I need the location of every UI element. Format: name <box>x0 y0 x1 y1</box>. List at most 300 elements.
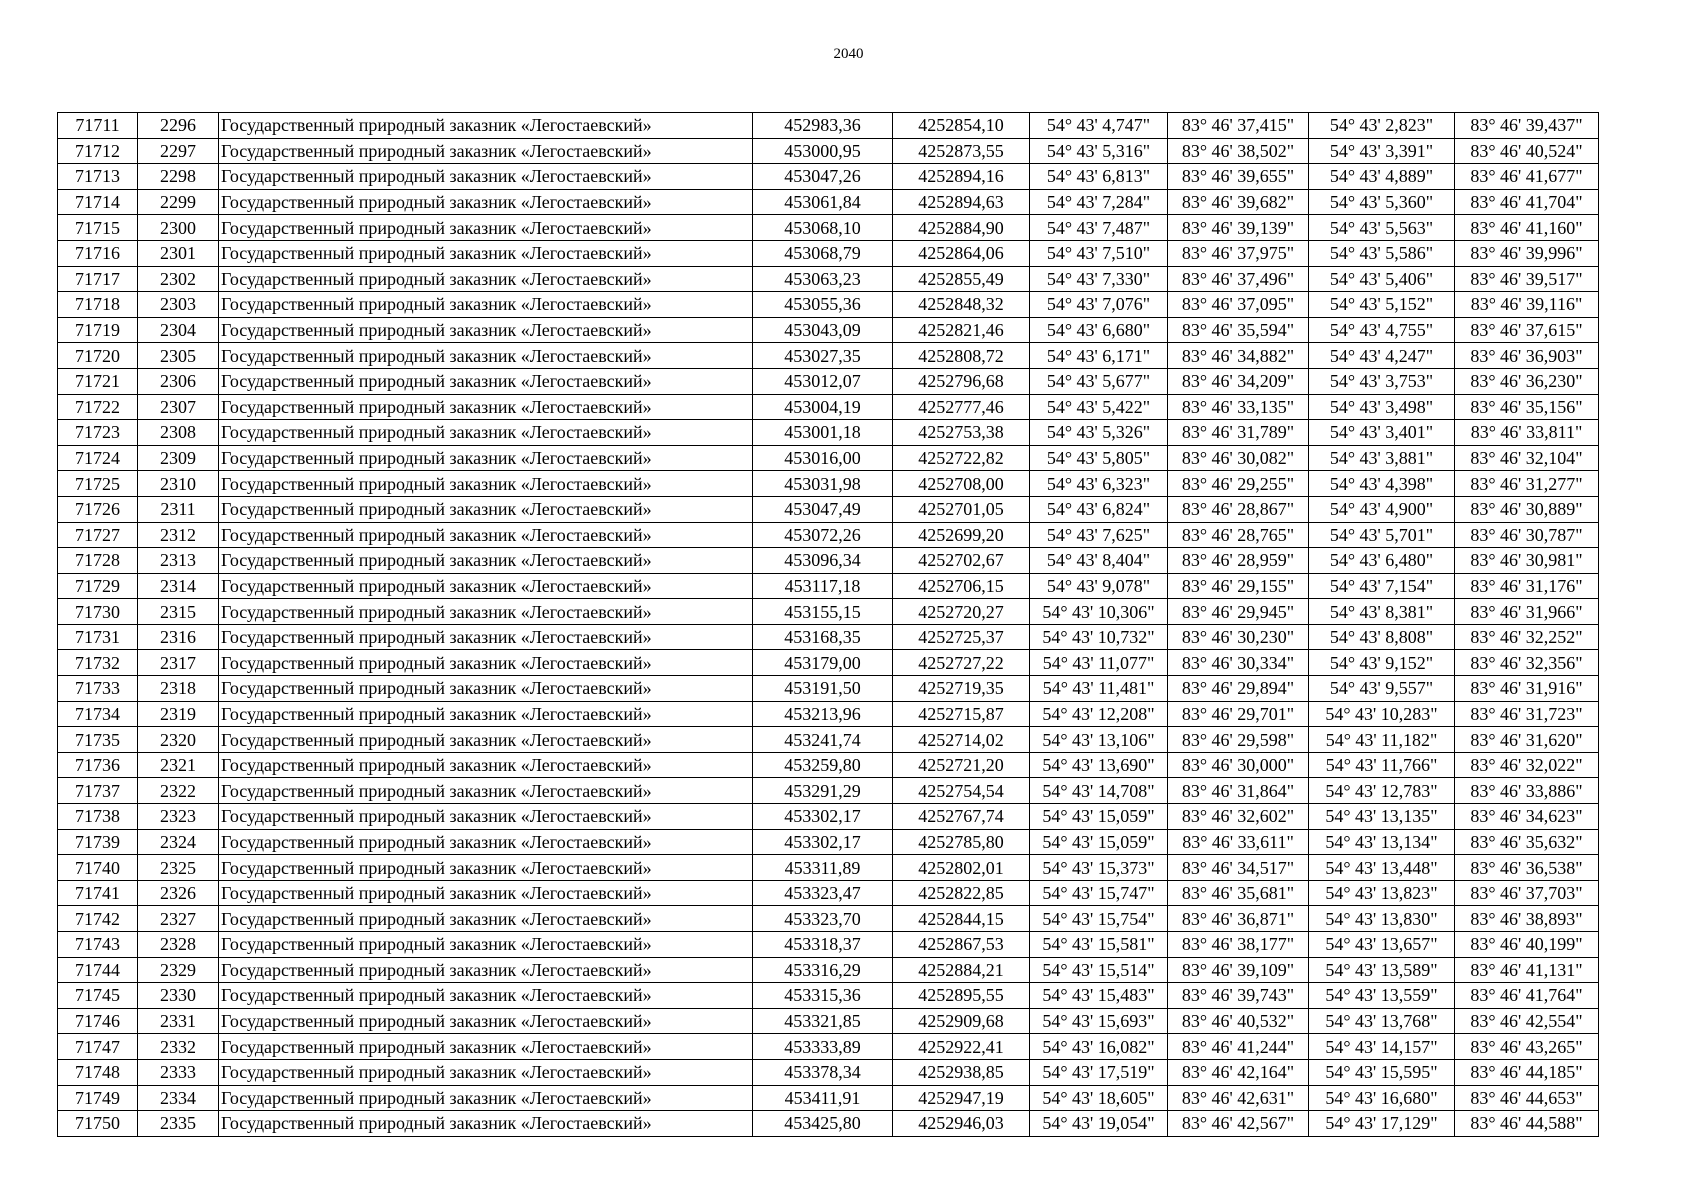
cell-row-number: 71743 <box>58 932 138 958</box>
cell-row-number: 71713 <box>58 164 138 190</box>
cell-longitude-2: 83° 46' 31,277" <box>1455 471 1599 497</box>
coordinates-table <box>57 112 1599 1137</box>
cell-coord-x: 453213,96 <box>753 701 893 727</box>
cell-coord-x: 453055,36 <box>753 292 893 318</box>
cell-longitude-1: 83° 46' 39,743" <box>1168 983 1309 1009</box>
table-row <box>58 829 1599 855</box>
cell-latitude-1: 54° 43' 10,732" <box>1030 624 1168 650</box>
cell-latitude-2: 54° 43' 3,401" <box>1309 420 1455 446</box>
cell-longitude-1: 83° 46' 37,415" <box>1168 113 1309 139</box>
cell-latitude-2: 54° 43' 12,783" <box>1309 778 1455 804</box>
cell-longitude-1: 83° 46' 40,532" <box>1168 1008 1309 1034</box>
cell-latitude-1: 54° 43' 5,422" <box>1030 394 1168 420</box>
cell-coord-y: 4252848,32 <box>893 292 1030 318</box>
cell-row-number: 71728 <box>58 548 138 574</box>
cell-coord-y: 4252821,46 <box>893 317 1030 343</box>
cell-object-name: Государственный природный заказник «Легостаевский» <box>219 804 753 830</box>
cell-object-name: Государственный природный заказник «Легостаевский» <box>219 343 753 369</box>
cell-latitude-1: 54° 43' 15,754" <box>1030 906 1168 932</box>
cell-coord-y: 4252854,10 <box>893 113 1030 139</box>
cell-coord-x: 453061,84 <box>753 189 893 215</box>
cell-object-name: Государственный природный заказник «Легостаевский» <box>219 496 753 522</box>
cell-latitude-1: 54° 43' 7,330" <box>1030 266 1168 292</box>
cell-coord-x: 453047,49 <box>753 496 893 522</box>
cell-latitude-1: 54° 43' 7,625" <box>1030 522 1168 548</box>
cell-longitude-2: 83° 46' 41,764" <box>1455 983 1599 1009</box>
table-row <box>58 496 1599 522</box>
cell-point-number: 2335 <box>138 1111 219 1137</box>
cell-coord-x: 453068,10 <box>753 215 893 241</box>
cell-longitude-1: 83° 46' 28,765" <box>1168 522 1309 548</box>
cell-latitude-2: 54° 43' 8,808" <box>1309 624 1455 650</box>
cell-longitude-1: 83° 46' 30,082" <box>1168 445 1309 471</box>
cell-longitude-2: 83° 46' 30,981" <box>1455 548 1599 574</box>
cell-point-number: 2322 <box>138 778 219 804</box>
cell-row-number: 71722 <box>58 394 138 420</box>
cell-coord-y: 4252894,63 <box>893 189 1030 215</box>
cell-latitude-2: 54° 43' 9,152" <box>1309 650 1455 676</box>
cell-object-name: Государственный природный заказник «Легостаевский» <box>219 1034 753 1060</box>
cell-coord-y: 4252808,72 <box>893 343 1030 369</box>
cell-point-number: 2331 <box>138 1008 219 1034</box>
cell-coord-x: 453004,19 <box>753 394 893 420</box>
cell-object-name: Государственный природный заказник «Легостаевский» <box>219 113 753 139</box>
cell-latitude-2: 54° 43' 4,398" <box>1309 471 1455 497</box>
cell-latitude-2: 54° 43' 4,889" <box>1309 164 1455 190</box>
cell-coord-y: 4252720,27 <box>893 599 1030 625</box>
cell-coord-x: 453302,17 <box>753 804 893 830</box>
cell-longitude-1: 83° 46' 42,567" <box>1168 1111 1309 1137</box>
cell-object-name: Государственный природный заказник «Легостаевский» <box>219 445 753 471</box>
cell-point-number: 2321 <box>138 752 219 778</box>
cell-object-name: Государственный природный заказник «Легостаевский» <box>219 880 753 906</box>
table-row <box>58 215 1599 241</box>
cell-latitude-1: 54° 43' 16,082" <box>1030 1034 1168 1060</box>
cell-longitude-2: 83° 46' 32,022" <box>1455 752 1599 778</box>
cell-latitude-1: 54° 43' 15,693" <box>1030 1008 1168 1034</box>
cell-latitude-1: 54° 43' 19,054" <box>1030 1111 1168 1137</box>
cell-object-name: Государственный природный заказник «Легостаевский» <box>219 522 753 548</box>
cell-longitude-2: 83° 46' 35,632" <box>1455 829 1599 855</box>
cell-point-number: 2296 <box>138 113 219 139</box>
cell-coord-y: 4252855,49 <box>893 266 1030 292</box>
cell-latitude-1: 54° 43' 18,605" <box>1030 1085 1168 1111</box>
cell-row-number: 71721 <box>58 368 138 394</box>
cell-coord-y: 4252702,67 <box>893 548 1030 574</box>
cell-coord-y: 4252721,20 <box>893 752 1030 778</box>
cell-coord-x: 453333,89 <box>753 1034 893 1060</box>
cell-object-name: Государственный природный заказник «Легостаевский» <box>219 676 753 702</box>
cell-point-number: 2327 <box>138 906 219 932</box>
page-number: 2040 <box>833 46 864 62</box>
cell-object-name: Государственный природный заказник «Легостаевский» <box>219 189 753 215</box>
cell-longitude-2: 83° 46' 42,554" <box>1455 1008 1599 1034</box>
cell-latitude-2: 54° 43' 3,498" <box>1309 394 1455 420</box>
cell-coord-y: 4252909,68 <box>893 1008 1030 1034</box>
cell-longitude-1: 83° 46' 34,209" <box>1168 368 1309 394</box>
table-row <box>58 855 1599 881</box>
cell-latitude-2: 54° 43' 13,768" <box>1309 1008 1455 1034</box>
cell-latitude-1: 54° 43' 8,404" <box>1030 548 1168 574</box>
cell-row-number: 71742 <box>58 906 138 932</box>
cell-row-number: 71749 <box>58 1085 138 1111</box>
cell-longitude-1: 83° 46' 29,155" <box>1168 573 1309 599</box>
cell-coord-x: 453323,47 <box>753 880 893 906</box>
cell-coord-y: 4252785,80 <box>893 829 1030 855</box>
cell-longitude-2: 83° 46' 31,916" <box>1455 676 1599 702</box>
table-row <box>58 650 1599 676</box>
cell-point-number: 2332 <box>138 1034 219 1060</box>
cell-point-number: 2324 <box>138 829 219 855</box>
cell-latitude-2: 54° 43' 13,589" <box>1309 957 1455 983</box>
cell-object-name: Государственный природный заказник «Легостаевский» <box>219 1059 753 1085</box>
cell-coord-y: 4252715,87 <box>893 701 1030 727</box>
cell-longitude-2: 83° 46' 36,230" <box>1455 368 1599 394</box>
cell-object-name: Государственный природный заказник «Легостаевский» <box>219 215 753 241</box>
table-row <box>58 727 1599 753</box>
cell-longitude-2: 83° 46' 36,903" <box>1455 343 1599 369</box>
cell-longitude-2: 83° 46' 34,623" <box>1455 804 1599 830</box>
cell-object-name: Государственный природный заказник «Легостаевский» <box>219 240 753 266</box>
table-row <box>58 113 1599 139</box>
cell-row-number: 71739 <box>58 829 138 855</box>
cell-point-number: 2316 <box>138 624 219 650</box>
cell-latitude-2: 54° 43' 5,360" <box>1309 189 1455 215</box>
cell-longitude-2: 83° 46' 37,615" <box>1455 317 1599 343</box>
cell-latitude-2: 54° 43' 10,283" <box>1309 701 1455 727</box>
cell-latitude-1: 54° 43' 4,747" <box>1030 113 1168 139</box>
cell-coord-x: 453318,37 <box>753 932 893 958</box>
cell-point-number: 2318 <box>138 676 219 702</box>
cell-longitude-1: 83° 46' 29,945" <box>1168 599 1309 625</box>
cell-object-name: Государственный природный заказник «Легостаевский» <box>219 1085 753 1111</box>
cell-latitude-2: 54° 43' 3,753" <box>1309 368 1455 394</box>
cell-point-number: 2314 <box>138 573 219 599</box>
cell-latitude-2: 54° 43' 11,766" <box>1309 752 1455 778</box>
table-row <box>58 880 1599 906</box>
table-row <box>58 1111 1599 1137</box>
cell-coord-x: 453016,00 <box>753 445 893 471</box>
table-row <box>58 445 1599 471</box>
table-row <box>58 1008 1599 1034</box>
cell-row-number: 71712 <box>58 138 138 164</box>
cell-point-number: 2304 <box>138 317 219 343</box>
cell-row-number: 71714 <box>58 189 138 215</box>
cell-point-number: 2301 <box>138 240 219 266</box>
table-row <box>58 548 1599 574</box>
cell-coord-x: 453425,80 <box>753 1111 893 1137</box>
cell-latitude-2: 54° 43' 13,134" <box>1309 829 1455 855</box>
cell-coord-x: 453012,07 <box>753 368 893 394</box>
cell-point-number: 2310 <box>138 471 219 497</box>
cell-object-name: Государственный природный заказник «Легостаевский» <box>219 778 753 804</box>
cell-row-number: 71734 <box>58 701 138 727</box>
cell-longitude-2: 83° 46' 31,966" <box>1455 599 1599 625</box>
cell-point-number: 2317 <box>138 650 219 676</box>
cell-object-name: Государственный природный заказник «Легостаевский» <box>219 471 753 497</box>
cell-coord-y: 4252777,46 <box>893 394 1030 420</box>
cell-latitude-1: 54° 43' 6,824" <box>1030 496 1168 522</box>
cell-longitude-1: 83° 46' 29,255" <box>1168 471 1309 497</box>
cell-latitude-1: 54° 43' 10,306" <box>1030 599 1168 625</box>
cell-longitude-1: 83° 46' 37,496" <box>1168 266 1309 292</box>
cell-row-number: 71732 <box>58 650 138 676</box>
cell-coord-x: 453259,80 <box>753 752 893 778</box>
cell-coord-y: 4252714,02 <box>893 727 1030 753</box>
cell-coord-y: 4252938,85 <box>893 1059 1030 1085</box>
cell-coord-y: 4252725,37 <box>893 624 1030 650</box>
table-row <box>58 522 1599 548</box>
cell-longitude-2: 83° 46' 32,252" <box>1455 624 1599 650</box>
cell-object-name: Государственный природный заказник «Легостаевский» <box>219 727 753 753</box>
cell-coord-x: 453027,35 <box>753 343 893 369</box>
cell-longitude-1: 83° 46' 39,682" <box>1168 189 1309 215</box>
cell-coord-x: 453191,50 <box>753 676 893 702</box>
cell-point-number: 2297 <box>138 138 219 164</box>
cell-coord-x: 453323,70 <box>753 906 893 932</box>
cell-longitude-2: 83° 46' 43,265" <box>1455 1034 1599 1060</box>
cell-coord-x: 453001,18 <box>753 420 893 446</box>
cell-latitude-1: 54° 43' 5,326" <box>1030 420 1168 446</box>
cell-object-name: Государственный природный заказник «Легостаевский» <box>219 548 753 574</box>
cell-longitude-1: 83° 46' 29,701" <box>1168 701 1309 727</box>
cell-point-number: 2326 <box>138 880 219 906</box>
cell-latitude-1: 54° 43' 15,373" <box>1030 855 1168 881</box>
cell-coord-y: 4252722,82 <box>893 445 1030 471</box>
cell-point-number: 2308 <box>138 420 219 446</box>
cell-point-number: 2329 <box>138 957 219 983</box>
cell-point-number: 2302 <box>138 266 219 292</box>
table-row <box>58 317 1599 343</box>
cell-coord-x: 452983,36 <box>753 113 893 139</box>
cell-point-number: 2328 <box>138 932 219 958</box>
cell-latitude-2: 54° 43' 15,595" <box>1309 1059 1455 1085</box>
cell-latitude-2: 54° 43' 5,152" <box>1309 292 1455 318</box>
cell-latitude-2: 54° 43' 11,182" <box>1309 727 1455 753</box>
cell-object-name: Государственный природный заказник «Легостаевский» <box>219 138 753 164</box>
cell-point-number: 2311 <box>138 496 219 522</box>
cell-longitude-2: 83° 46' 32,356" <box>1455 650 1599 676</box>
table-row <box>58 701 1599 727</box>
table-row <box>58 1085 1599 1111</box>
cell-coord-y: 4252753,38 <box>893 420 1030 446</box>
cell-coord-y: 4252922,41 <box>893 1034 1030 1060</box>
cell-longitude-1: 83° 46' 41,244" <box>1168 1034 1309 1060</box>
cell-longitude-1: 83° 46' 39,109" <box>1168 957 1309 983</box>
cell-longitude-2: 83° 46' 35,156" <box>1455 394 1599 420</box>
cell-latitude-1: 54° 43' 12,208" <box>1030 701 1168 727</box>
cell-object-name: Государственный природный заказник «Легостаевский» <box>219 420 753 446</box>
cell-latitude-1: 54° 43' 15,747" <box>1030 880 1168 906</box>
cell-latitude-1: 54° 43' 6,680" <box>1030 317 1168 343</box>
cell-latitude-1: 54° 43' 11,481" <box>1030 676 1168 702</box>
cell-object-name: Государственный природный заказник «Легостаевский» <box>219 317 753 343</box>
cell-latitude-1: 54° 43' 15,514" <box>1030 957 1168 983</box>
cell-longitude-1: 83° 46' 29,894" <box>1168 676 1309 702</box>
cell-longitude-1: 83° 46' 39,655" <box>1168 164 1309 190</box>
cell-longitude-1: 83° 46' 35,594" <box>1168 317 1309 343</box>
cell-row-number: 71723 <box>58 420 138 446</box>
cell-coord-y: 4252754,54 <box>893 778 1030 804</box>
cell-latitude-2: 54° 43' 4,247" <box>1309 343 1455 369</box>
cell-latitude-1: 54° 43' 7,510" <box>1030 240 1168 266</box>
cell-longitude-2: 83° 46' 31,176" <box>1455 573 1599 599</box>
table-row <box>58 804 1599 830</box>
cell-coord-y: 4252867,53 <box>893 932 1030 958</box>
cell-object-name: Государственный природный заказник «Легостаевский» <box>219 957 753 983</box>
cell-latitude-2: 54° 43' 3,391" <box>1309 138 1455 164</box>
cell-row-number: 71711 <box>58 113 138 139</box>
cell-point-number: 2312 <box>138 522 219 548</box>
cell-latitude-2: 54° 43' 13,657" <box>1309 932 1455 958</box>
cell-point-number: 2315 <box>138 599 219 625</box>
cell-longitude-1: 83° 46' 33,611" <box>1168 829 1309 855</box>
cell-coord-x: 453315,36 <box>753 983 893 1009</box>
cell-coord-x: 453311,89 <box>753 855 893 881</box>
cell-row-number: 71730 <box>58 599 138 625</box>
cell-latitude-2: 54° 43' 13,559" <box>1309 983 1455 1009</box>
table-row <box>58 240 1599 266</box>
cell-coord-y: 4252706,15 <box>893 573 1030 599</box>
cell-longitude-2: 83° 46' 33,886" <box>1455 778 1599 804</box>
cell-longitude-1: 83° 46' 31,864" <box>1168 778 1309 804</box>
table-row <box>58 573 1599 599</box>
cell-point-number: 2319 <box>138 701 219 727</box>
cell-latitude-2: 54° 43' 5,406" <box>1309 266 1455 292</box>
cell-point-number: 2300 <box>138 215 219 241</box>
cell-longitude-2: 83° 46' 39,517" <box>1455 266 1599 292</box>
cell-coord-y: 4252796,68 <box>893 368 1030 394</box>
cell-coord-y: 4252701,05 <box>893 496 1030 522</box>
cell-object-name: Государственный природный заказник «Легостаевский» <box>219 624 753 650</box>
table-row <box>58 1034 1599 1060</box>
cell-row-number: 71747 <box>58 1034 138 1060</box>
cell-row-number: 71725 <box>58 471 138 497</box>
cell-latitude-1: 54° 43' 11,077" <box>1030 650 1168 676</box>
cell-latitude-2: 54° 43' 2,823" <box>1309 113 1455 139</box>
cell-longitude-2: 83° 46' 32,104" <box>1455 445 1599 471</box>
cell-longitude-1: 83° 46' 34,882" <box>1168 343 1309 369</box>
cell-coord-x: 453063,23 <box>753 266 893 292</box>
cell-coord-x: 453168,35 <box>753 624 893 650</box>
cell-latitude-1: 54° 43' 13,106" <box>1030 727 1168 753</box>
cell-object-name: Государственный природный заказник «Легостаевский» <box>219 599 753 625</box>
cell-longitude-2: 83° 46' 44,653" <box>1455 1085 1599 1111</box>
cell-row-number: 71727 <box>58 522 138 548</box>
cell-latitude-2: 54° 43' 13,135" <box>1309 804 1455 830</box>
cell-longitude-2: 83° 46' 37,703" <box>1455 880 1599 906</box>
cell-row-number: 71729 <box>58 573 138 599</box>
cell-row-number: 71715 <box>58 215 138 241</box>
cell-longitude-2: 83° 46' 40,524" <box>1455 138 1599 164</box>
cell-row-number: 71726 <box>58 496 138 522</box>
table-row <box>58 394 1599 420</box>
cell-row-number: 71746 <box>58 1008 138 1034</box>
cell-longitude-2: 83° 46' 41,160" <box>1455 215 1599 241</box>
cell-object-name: Государственный природный заказник «Легостаевский» <box>219 164 753 190</box>
cell-latitude-1: 54° 43' 5,316" <box>1030 138 1168 164</box>
cell-longitude-1: 83° 46' 39,139" <box>1168 215 1309 241</box>
cell-latitude-1: 54° 43' 15,483" <box>1030 983 1168 1009</box>
cell-coord-y: 4252864,06 <box>893 240 1030 266</box>
cell-longitude-2: 83° 46' 38,893" <box>1455 906 1599 932</box>
table-row <box>58 778 1599 804</box>
cell-point-number: 2323 <box>138 804 219 830</box>
cell-latitude-2: 54° 43' 5,586" <box>1309 240 1455 266</box>
cell-longitude-1: 83° 46' 38,502" <box>1168 138 1309 164</box>
cell-object-name: Государственный природный заказник «Легостаевский» <box>219 752 753 778</box>
table-row <box>58 292 1599 318</box>
table-row <box>58 138 1599 164</box>
cell-longitude-2: 83° 46' 41,677" <box>1455 164 1599 190</box>
table-body <box>58 113 1599 1137</box>
table-row <box>58 676 1599 702</box>
cell-longitude-2: 83° 46' 39,996" <box>1455 240 1599 266</box>
cell-coord-y: 4252844,15 <box>893 906 1030 932</box>
cell-row-number: 71738 <box>58 804 138 830</box>
cell-object-name: Государственный природный заказник «Легостаевский» <box>219 266 753 292</box>
cell-longitude-1: 83° 46' 30,230" <box>1168 624 1309 650</box>
cell-longitude-2: 83° 46' 44,588" <box>1455 1111 1599 1137</box>
cell-object-name: Государственный природный заказник «Легостаевский» <box>219 701 753 727</box>
cell-latitude-1: 54° 43' 15,059" <box>1030 829 1168 855</box>
cell-coord-y: 4252727,22 <box>893 650 1030 676</box>
cell-longitude-2: 83° 46' 31,723" <box>1455 701 1599 727</box>
cell-point-number: 2330 <box>138 983 219 1009</box>
cell-coord-y: 4252873,55 <box>893 138 1030 164</box>
cell-object-name: Государственный природный заказник «Легостаевский» <box>219 394 753 420</box>
cell-row-number: 71724 <box>58 445 138 471</box>
cell-coord-y: 4252946,03 <box>893 1111 1030 1137</box>
cell-latitude-2: 54° 43' 14,157" <box>1309 1034 1455 1060</box>
cell-coord-x: 453378,34 <box>753 1059 893 1085</box>
cell-latitude-1: 54° 43' 7,487" <box>1030 215 1168 241</box>
table-row <box>58 368 1599 394</box>
cell-latitude-2: 54° 43' 7,154" <box>1309 573 1455 599</box>
cell-latitude-1: 54° 43' 7,284" <box>1030 189 1168 215</box>
cell-row-number: 71716 <box>58 240 138 266</box>
cell-point-number: 2306 <box>138 368 219 394</box>
cell-object-name: Государственный природный заказник «Легостаевский» <box>219 932 753 958</box>
cell-longitude-2: 83° 46' 41,131" <box>1455 957 1599 983</box>
cell-coord-y: 4252719,35 <box>893 676 1030 702</box>
cell-longitude-1: 83° 46' 37,095" <box>1168 292 1309 318</box>
cell-coord-x: 453072,26 <box>753 522 893 548</box>
table-row <box>58 752 1599 778</box>
cell-object-name: Государственный природный заказник «Легостаевский» <box>219 650 753 676</box>
cell-coord-x: 453031,98 <box>753 471 893 497</box>
cell-coord-y: 4252884,21 <box>893 957 1030 983</box>
cell-longitude-1: 83° 46' 36,871" <box>1168 906 1309 932</box>
cell-longitude-1: 83° 46' 42,631" <box>1168 1085 1309 1111</box>
cell-row-number: 71745 <box>58 983 138 1009</box>
cell-latitude-1: 54° 43' 9,078" <box>1030 573 1168 599</box>
cell-point-number: 2313 <box>138 548 219 574</box>
table-row <box>58 906 1599 932</box>
cell-coord-x: 453291,29 <box>753 778 893 804</box>
cell-latitude-1: 54° 43' 5,677" <box>1030 368 1168 394</box>
cell-coord-x: 453117,18 <box>753 573 893 599</box>
cell-latitude-2: 54° 43' 5,701" <box>1309 522 1455 548</box>
cell-longitude-1: 83° 46' 30,334" <box>1168 650 1309 676</box>
table-row <box>58 957 1599 983</box>
table-row <box>58 599 1599 625</box>
cell-latitude-2: 54° 43' 16,680" <box>1309 1085 1455 1111</box>
cell-coord-x: 453316,29 <box>753 957 893 983</box>
cell-object-name: Государственный природный заказник «Легостаевский» <box>219 855 753 881</box>
cell-point-number: 2325 <box>138 855 219 881</box>
cell-object-name: Государственный природный заказник «Легостаевский» <box>219 829 753 855</box>
